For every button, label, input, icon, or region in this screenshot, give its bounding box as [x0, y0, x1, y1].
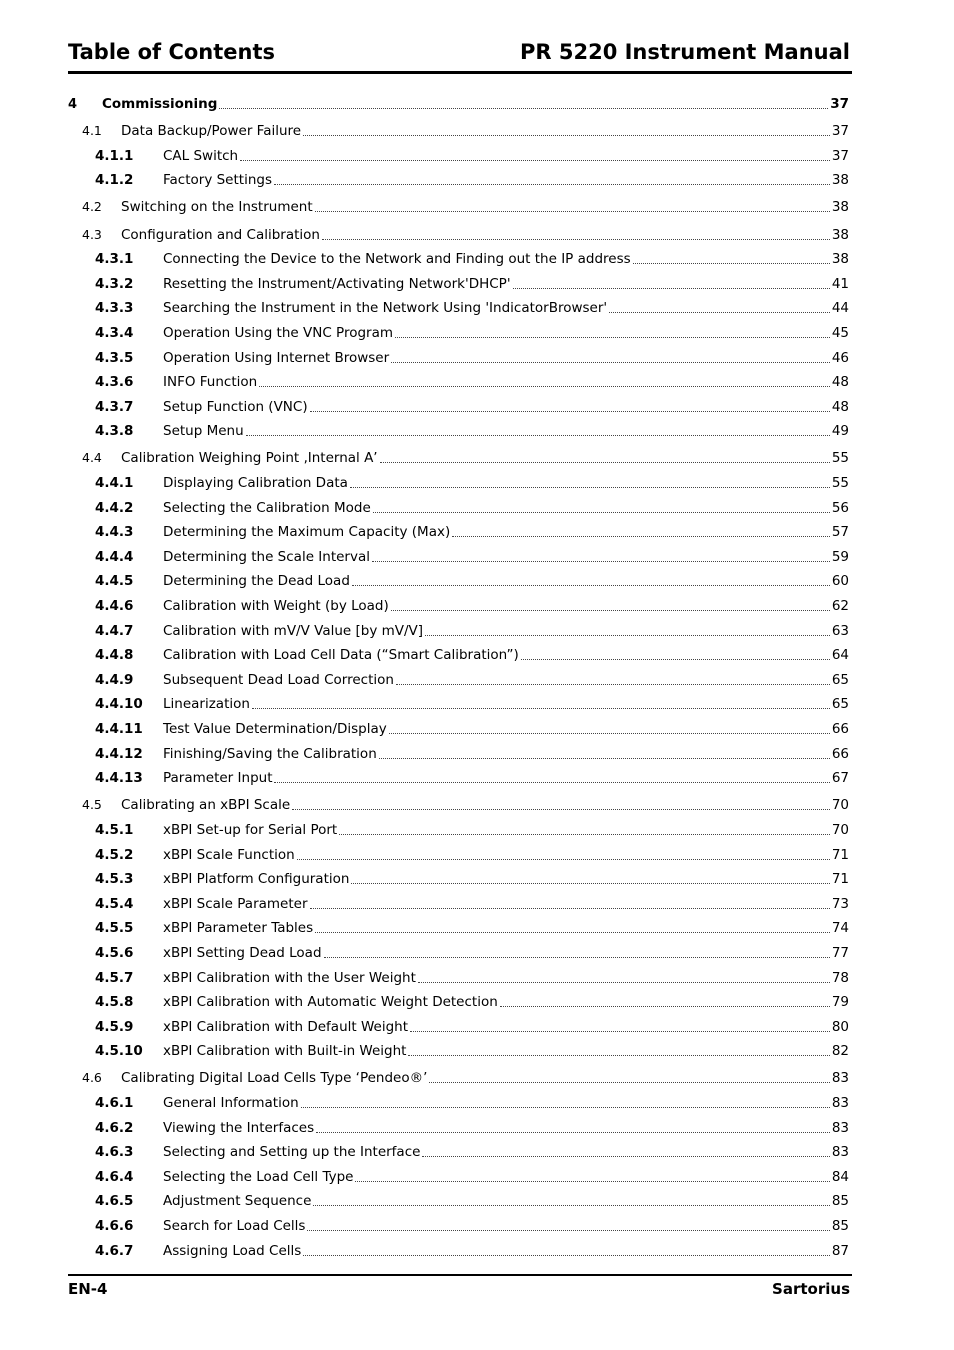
toc-entry-page: 67: [831, 770, 849, 787]
dot-leader: [633, 251, 830, 264]
toc-entry[interactable]: [68, 822, 849, 844]
toc-entry-number: 4.4.13: [95, 770, 143, 787]
toc-entry-title: Subsequent Dead Load Correction: [163, 671, 394, 688]
toc-entry-page: 48: [831, 398, 849, 415]
toc-entry-number: 4.4.11: [95, 721, 143, 737]
dot-leader: [240, 148, 830, 161]
toc-entry[interactable]: [68, 350, 849, 372]
toc-entry-number: 4.4.6: [95, 598, 134, 614]
toc-entry-page: 63: [831, 622, 849, 639]
toc-entry-number: 4.4: [82, 450, 102, 466]
toc-entry-page: 87: [831, 1242, 849, 1259]
toc-entry-title: Setup Function (VNC): [163, 398, 308, 415]
footer-rule: [68, 1274, 852, 1276]
toc-entry-number: 4.3.4: [95, 324, 134, 341]
toc-entry[interactable]: [68, 227, 849, 249]
toc-entry-page: 65: [831, 671, 849, 688]
toc-entry-page: 78: [831, 969, 849, 986]
toc-entry[interactable]: [68, 573, 849, 595]
toc-entry-title: Calibrating an xBPI Scale: [121, 797, 291, 814]
toc-entry-number: 4.5.5: [95, 920, 134, 937]
toc-entry[interactable]: [68, 148, 849, 170]
dot-leader: [297, 847, 830, 860]
toc-entry[interactable]: [68, 1043, 849, 1065]
dot-leader: [301, 1095, 830, 1108]
toc-entry-number: 4.5: [82, 797, 102, 813]
dot-leader: [315, 920, 830, 933]
toc-entry-page: 85: [831, 1218, 849, 1234]
toc-entry-page: 73: [831, 895, 849, 912]
toc-entry-title: Resetting the Instrument/Activating Network'DHCP': [163, 275, 511, 292]
page-header: [68, 38, 852, 68]
toc-entry[interactable]: [68, 847, 849, 869]
toc-entry[interactable]: [68, 325, 849, 347]
toc-entry[interactable]: [68, 797, 849, 819]
dot-leader: [274, 770, 829, 783]
dot-leader: [322, 227, 830, 240]
toc-entry-page: 70: [831, 821, 849, 838]
toc-entry-title: xBPI Calibration with the User Weight: [163, 969, 416, 986]
toc-entry[interactable]: [68, 123, 849, 145]
dot-leader: [303, 123, 830, 136]
toc-entry-page: 38: [831, 251, 849, 268]
dot-leader: [324, 945, 830, 958]
dot-leader: [391, 350, 830, 363]
toc-entry-number: 4.6.1: [95, 1095, 134, 1111]
toc-entry-page: 77: [831, 944, 849, 961]
toc-entry-number: 4.3.8: [95, 423, 134, 440]
dot-leader: [380, 450, 830, 463]
dot-leader: [316, 1120, 830, 1133]
dot-leader: [422, 1144, 829, 1157]
toc-entry-title: Determining the Maximum Capacity (Max): [163, 524, 451, 541]
toc-entry-page: 84: [831, 1168, 849, 1185]
toc-entry-title: Switching on the Instrument: [121, 199, 313, 216]
toc-entry-number: 4.3.2: [95, 275, 134, 292]
dot-leader: [350, 475, 830, 488]
dot-leader: [307, 1218, 829, 1231]
toc-entry-page: 41: [831, 275, 849, 292]
toc-entry[interactable]: [68, 199, 849, 221]
toc-entry-number: 4.5.7: [95, 969, 134, 986]
toc-entry-title: Assigning Load Cells: [163, 1242, 302, 1259]
page-number: EN-4: [68, 1280, 108, 1298]
toc-entry[interactable]: [68, 276, 849, 298]
dot-leader: [396, 672, 830, 685]
toc-entry[interactable]: [68, 300, 849, 322]
dot-leader: [389, 721, 830, 734]
toc-entry-page: 83: [831, 1119, 849, 1136]
toc-entry-page: 38: [831, 172, 849, 189]
toc-entry-number: 4.5.1: [95, 821, 134, 838]
dot-leader: [452, 524, 830, 537]
manual-title: PR 5220 Instrument Manual: [519, 40, 850, 64]
toc-entry-title: INFO Function: [163, 374, 258, 391]
toc-entry-page: 55: [831, 450, 849, 467]
toc-entry-page: 66: [831, 721, 849, 737]
toc-entry[interactable]: [68, 770, 849, 792]
toc-entry-number: 4.1.2: [95, 172, 134, 189]
toc-entry[interactable]: [68, 1169, 849, 1191]
dot-leader: [408, 1043, 829, 1056]
dot-leader: [292, 797, 830, 810]
toc-entry-page: 46: [831, 349, 849, 366]
toc-entry[interactable]: [68, 598, 849, 620]
toc-entry[interactable]: [68, 1095, 849, 1117]
toc-entry-number: 4.3.6: [95, 374, 134, 391]
toc-entry-title: Calibrating Digital Load Cells Type ‘Pendeo®’: [121, 1070, 428, 1087]
toc-entry-number: 4.6.3: [95, 1144, 134, 1161]
toc-entry-page: 57: [831, 524, 849, 541]
toc-entry-page: 56: [831, 499, 849, 516]
toc-entry-number: 4.5.2: [95, 846, 134, 863]
toc-entry[interactable]: [68, 647, 849, 669]
toc-entry[interactable]: [68, 721, 849, 743]
toc-entry-page: 45: [831, 324, 849, 341]
toc-entry[interactable]: [68, 871, 849, 893]
toc-entry-number: 4.3.1: [95, 251, 134, 268]
toc-entry-title: Displaying Calibration Data: [163, 475, 348, 491]
dot-leader: [395, 325, 830, 338]
toc-entry[interactable]: [68, 896, 849, 918]
toc-entry[interactable]: [68, 970, 849, 992]
toc-entry-number: 4.5.10: [95, 1043, 143, 1060]
toc-entry-page: 85: [831, 1193, 849, 1210]
toc-entry-title: xBPI Setting Dead Load: [163, 944, 322, 961]
toc-entry-title: Selecting the Load Cell Type: [163, 1168, 354, 1185]
toc-entry-number: 4.4.1: [95, 475, 134, 491]
toc-entry-page: 60: [831, 573, 849, 590]
toc-entry-page: 44: [831, 300, 849, 317]
toc-entry[interactable]: [68, 1243, 849, 1265]
toc-entry-title: Factory Settings: [163, 172, 272, 189]
dot-leader: [521, 647, 830, 660]
dot-leader: [310, 399, 830, 412]
toc-entry-number: 4.6.2: [95, 1119, 134, 1136]
dot-leader: [310, 896, 830, 909]
toc-entry-page: 83: [831, 1144, 849, 1161]
toc-entry-title: Parameter Input: [163, 770, 273, 787]
toc-entry-title: xBPI Scale Function: [163, 846, 295, 863]
dot-leader: [355, 1169, 829, 1182]
toc-entry-title: Operation Using Internet Browser: [163, 349, 390, 366]
dot-leader: [391, 598, 830, 611]
toc-entry[interactable]: [68, 475, 849, 497]
toc-entry-page: 71: [831, 846, 849, 863]
dot-leader: [274, 172, 830, 185]
toc-entry-title: Selecting and Setting up the Interface: [163, 1144, 421, 1161]
toc-entry-title: Viewing the Interfaces: [163, 1119, 315, 1136]
dot-leader: [500, 994, 830, 1007]
toc-entry-title: Test Value Determination/Display: [163, 721, 387, 737]
toc-entry-page: 38: [831, 226, 849, 243]
toc-entry[interactable]: [68, 696, 849, 718]
toc-entry-title: General Information: [163, 1095, 299, 1111]
toc-entry-number: 4.4.12: [95, 745, 143, 762]
toc-entry-number: 4.4.7: [95, 622, 134, 639]
toc-entry-number: 4.4.3: [95, 524, 134, 541]
toc-entry[interactable]: [68, 1193, 849, 1215]
toc-entry[interactable]: [68, 746, 849, 768]
toc-entry-page: 83: [831, 1095, 849, 1111]
toc-entry[interactable]: [68, 1218, 849, 1240]
toc-entry-title: Determining the Scale Interval: [163, 548, 370, 565]
toc-entry-number: 4.2: [82, 199, 102, 215]
dot-leader: [425, 623, 830, 636]
toc-entry-number: 4.5.9: [95, 1018, 134, 1035]
toc-entry-number: 4.5.6: [95, 944, 134, 961]
toc-entry-title: CAL Switch: [163, 147, 239, 164]
dot-leader: [313, 1193, 829, 1206]
toc-entry-page: 38: [831, 199, 849, 216]
toc-entry-page: 82: [831, 1043, 849, 1060]
toc-entry[interactable]: [68, 423, 849, 445]
toc-entry-title: Data Backup/Power Failure: [121, 123, 302, 140]
toc-entry-page: 79: [831, 994, 849, 1011]
dot-leader: [246, 423, 830, 436]
toc-entry-title: Selecting the Calibration Mode: [163, 499, 371, 516]
brand-name: Sartorius: [772, 1280, 850, 1298]
toc-entry-number: 4.5.4: [95, 895, 134, 912]
toc-entry[interactable]: [68, 1070, 849, 1092]
toc-entry-title: Commissioning: [102, 96, 218, 112]
toc-entry-title: xBPI Parameter Tables: [163, 920, 314, 937]
toc-entry-page: 37: [830, 96, 849, 112]
toc-entry-page: 59: [831, 548, 849, 565]
toc-entry[interactable]: [68, 623, 849, 645]
toc-entry-title: Calibration Weighing Point ‚Internal A’: [121, 450, 378, 467]
toc-entry[interactable]: [68, 524, 849, 546]
toc-entry-number: 4.5.3: [95, 871, 134, 888]
toc-entry-title: xBPI Calibration with Built-in Weight: [163, 1043, 407, 1060]
toc-entry[interactable]: [68, 172, 849, 194]
toc-entry-title: Search for Load Cells: [163, 1218, 306, 1234]
toc-entry-number: 4.3: [82, 226, 102, 242]
toc-entry[interactable]: [68, 994, 849, 1016]
dot-leader: [372, 549, 830, 562]
toc-entry-page: 70: [831, 797, 849, 814]
toc-entry-title: Finishing/Saving the Calibration: [163, 745, 377, 762]
toc-entry-number: 4.6.5: [95, 1193, 134, 1210]
toc-entry[interactable]: [68, 1019, 849, 1041]
toc-entry-title: Calibration with Load Cell Data (“Smart Calibration”): [163, 647, 519, 664]
toc-entry-page: 71: [831, 871, 849, 888]
dot-leader: [373, 500, 830, 513]
toc-entry-number: 4.4.8: [95, 647, 134, 664]
toc-entry-number: 4.4.5: [95, 573, 134, 590]
header-rule: [68, 71, 852, 74]
dot-leader: [219, 96, 828, 109]
toc-entry[interactable]: [68, 399, 849, 421]
section-title: Table of Contents: [68, 40, 276, 64]
toc-entry-number: 4.6: [82, 1070, 102, 1086]
toc-entry-number: 4.4.4: [95, 548, 134, 565]
dot-leader: [303, 1243, 830, 1256]
toc-entry-page: 66: [831, 745, 849, 762]
toc-entry[interactable]: [68, 374, 849, 396]
toc-entry-number: 4.3.3: [95, 300, 134, 317]
dot-leader: [609, 300, 830, 313]
dot-leader: [429, 1070, 829, 1083]
toc-entry[interactable]: [68, 500, 849, 522]
toc-entry-page: 80: [831, 1018, 849, 1035]
toc-entry[interactable]: [68, 945, 849, 967]
toc-entry-title: Calibration with Weight (by Load): [163, 598, 389, 614]
toc-entry-title: Configuration and Calibration: [121, 226, 320, 243]
toc-entry-page: 74: [831, 920, 849, 937]
toc-entry-page: 65: [831, 696, 849, 713]
toc-entry-title: Linearization: [163, 696, 250, 713]
toc-entry-page: 49: [831, 423, 849, 440]
toc-entry-title: Calibration with mV/V Value [by mV/V]: [163, 622, 424, 639]
toc-entry-number: 4: [68, 97, 78, 112]
toc-entry-number: 4.5.8: [95, 994, 134, 1011]
toc-entry-page: 64: [831, 647, 849, 664]
toc-entry-title: Searching the Instrument in the Network Using 'IndicatorBrowser': [163, 300, 608, 317]
toc-entry-title: Connecting the Device to the Network and Finding out the IP address: [163, 251, 631, 268]
toc-entry-title: Setup Menu: [163, 423, 244, 440]
toc-entry-title: xBPI Calibration with Automatic Weight Detection: [163, 994, 498, 1011]
toc-entry-page: 83: [831, 1070, 849, 1087]
toc-entry-title: xBPI Set-up for Serial Port: [163, 821, 338, 838]
toc-entry[interactable]: [68, 1120, 849, 1142]
toc-entry-title: xBPI Calibration with Default Weight: [163, 1018, 408, 1035]
dot-leader: [351, 871, 829, 884]
toc-entry[interactable]: [68, 450, 849, 472]
toc-entry-number: 4.3.7: [95, 398, 134, 415]
toc-entry-number: 4.4.10: [95, 696, 143, 713]
toc-entry[interactable]: [68, 251, 849, 273]
toc-entry-title: Adjustment Sequence: [163, 1193, 312, 1210]
dot-leader: [352, 573, 830, 586]
toc-entry-number: 4.4.9: [95, 671, 134, 688]
toc-entry-page: 37: [831, 147, 849, 164]
dot-leader: [513, 276, 830, 289]
toc-entry[interactable]: [68, 96, 849, 118]
toc-entry[interactable]: [68, 1144, 849, 1166]
toc-entry-page: 62: [831, 598, 849, 614]
toc-entry-title: Operation Using the VNC Program: [163, 324, 394, 341]
toc-entry-number: 4.1.1: [95, 147, 134, 164]
toc-entry-page: 37: [831, 123, 849, 140]
toc-entry-number: 4.6.4: [95, 1168, 134, 1185]
toc-entry[interactable]: [68, 920, 849, 942]
toc-entry-number: 4.3.5: [95, 349, 134, 366]
toc-entry-number: 4.1: [82, 123, 102, 139]
dot-leader: [259, 374, 830, 387]
toc-entry-number: 4.4.2: [95, 499, 134, 516]
toc-entry[interactable]: [68, 549, 849, 571]
dot-leader: [252, 696, 830, 709]
toc-entry-title: xBPI Platform Configuration: [163, 871, 350, 888]
toc-entry-title: Determining the Dead Load: [163, 573, 350, 590]
toc-entry-page: 48: [831, 374, 849, 391]
dot-leader: [379, 746, 830, 759]
toc-entry-title: xBPI Scale Parameter: [163, 895, 308, 912]
toc-entry-number: 4.6.6: [95, 1218, 134, 1234]
dot-leader: [410, 1019, 830, 1032]
toc-entry-page: 55: [831, 475, 849, 491]
dot-leader: [315, 199, 830, 212]
toc-entry-number: 4.6.7: [95, 1242, 134, 1259]
toc-entry[interactable]: [68, 672, 849, 694]
dot-leader: [339, 822, 830, 835]
dot-leader: [418, 970, 830, 983]
